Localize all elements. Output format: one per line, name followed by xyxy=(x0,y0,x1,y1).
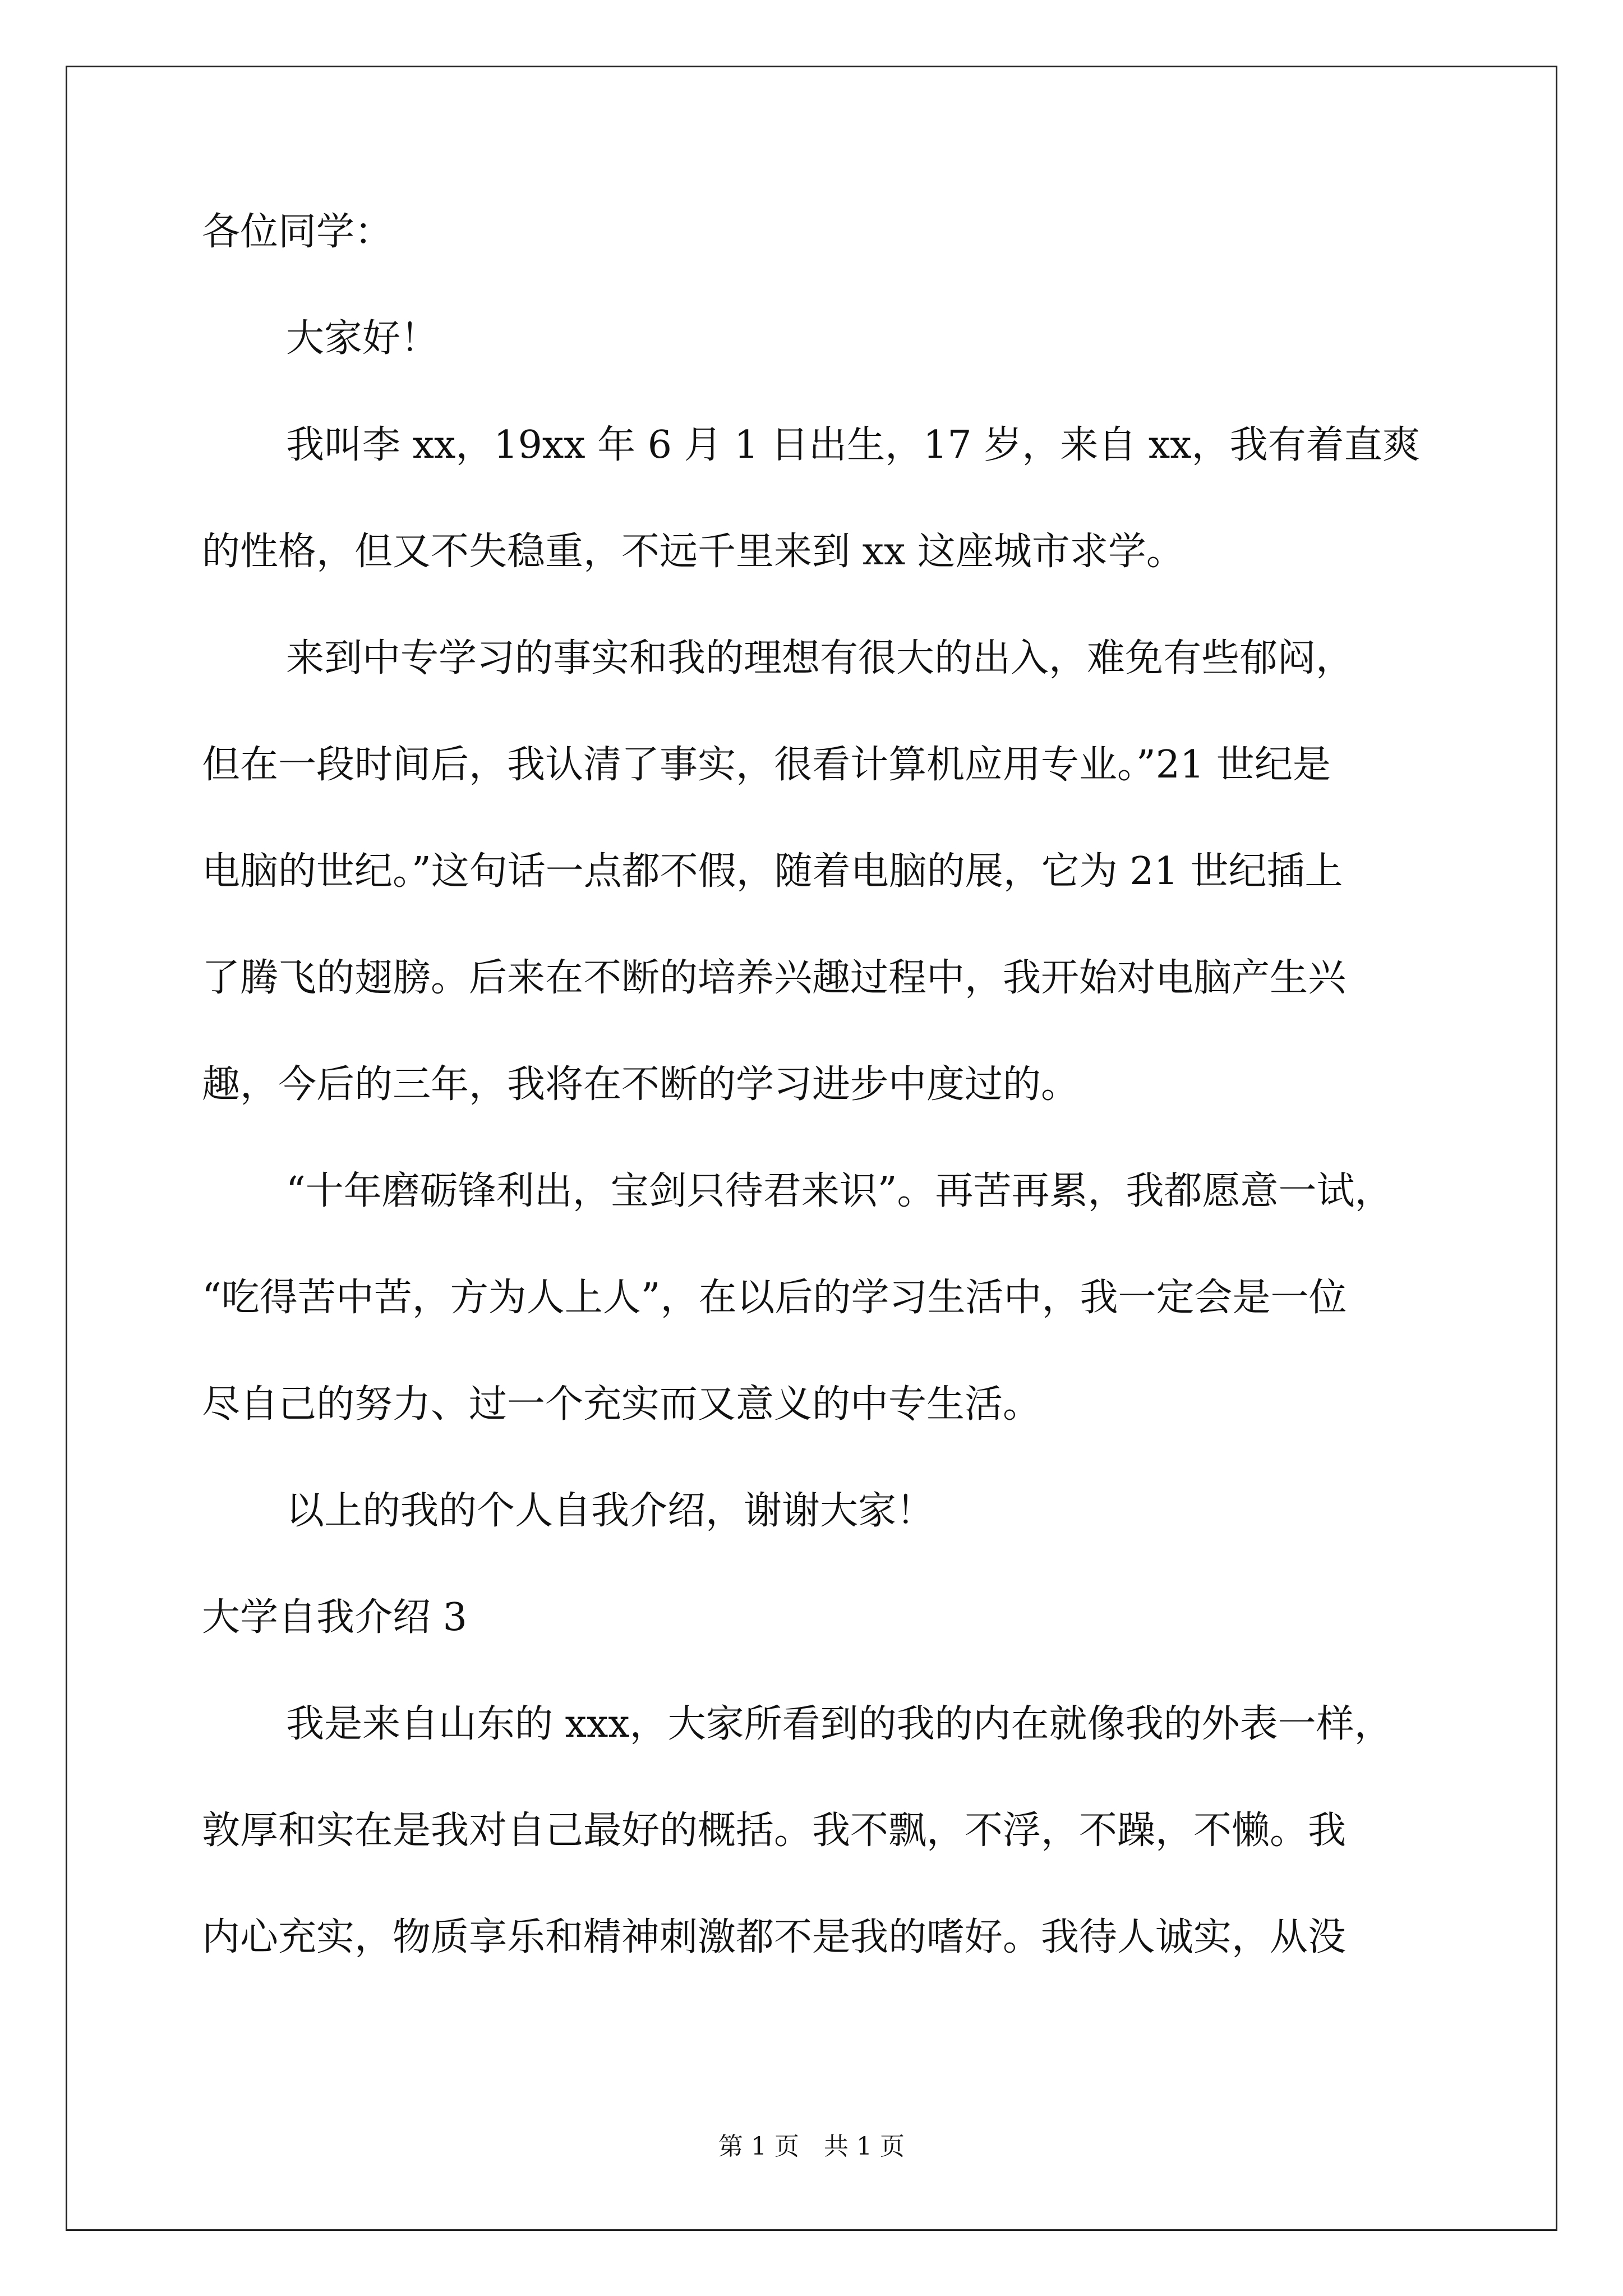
greeting: 大家好！ xyxy=(286,316,439,361)
closing-line: 以上的我的个人自我介绍，谢谢大家！ xyxy=(286,1489,935,1533)
paragraph-line: 电脑的世纪。”这句话一点都不假，随着电脑的展，它为 21 世纪插上 xyxy=(202,849,1343,894)
page-number-footer: 第 1 页 共 1 页 xyxy=(718,2132,905,2161)
salutation: 各位同学： xyxy=(202,210,393,254)
paragraph-line: 趣，今后的三年，我将在不断的学习进步中度过的。 xyxy=(202,1062,1080,1107)
paragraph-line: 来到中专学习的事实和我的理想有很大的出入，难免有些郁闷， xyxy=(286,636,1354,680)
section-heading: 大学自我介绍 3 xyxy=(202,1595,467,1640)
paragraph-line: 尽自己的努力、过一个充实而又意义的中专生活。 xyxy=(202,1382,1041,1427)
paragraph-line: 但在一段时间后，我认清了事实，很看计算机应用专业。”21 世纪是 xyxy=(202,743,1331,787)
paragraph-line: 我叫李 xx，19xx 年 6 月 1 日出生，17 岁，来自 xx，我有着直爽 xyxy=(286,423,1421,467)
paragraph-line: “吃得苦中苦，方为人上人”，在以后的学习生活中，我一定会是一位 xyxy=(202,1276,1347,1320)
paragraph-line: 了腾飞的翅膀。后来在不断的培养兴趣过程中，我开始对电脑产生兴 xyxy=(202,956,1347,1000)
paragraph-line: 的性格，但又不失稳重，不远千里来到 xx 这座城市求学。 xyxy=(202,530,1184,574)
paragraph-line: 内心充实，物质享乐和精神刺激都不是我的嗜好。我待人诚实，从没 xyxy=(202,1915,1347,1959)
page-border xyxy=(66,66,1557,2231)
paragraph-line: 我是来自山东的 xxx，大家所看到的我的内在就像我的外表一样， xyxy=(286,1702,1393,1746)
paragraph-line: 敦厚和实在是我对自己最好的概括。我不飘，不浮，不躁，不懒。我 xyxy=(202,1809,1347,1853)
paragraph-line: “十年磨砺锋利出，宝剑只待君来识”。再苦再累，我都愿意一试， xyxy=(286,1169,1393,1213)
